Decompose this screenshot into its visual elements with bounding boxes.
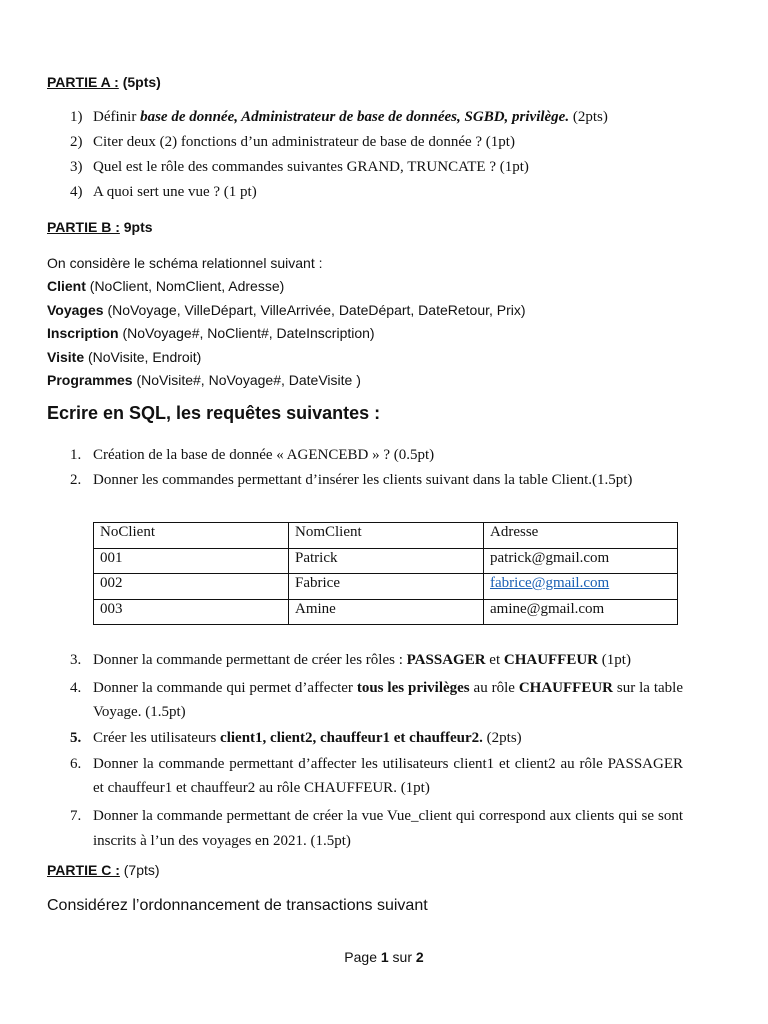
partie-c-text: Considérez l’ordonnancement de transactions suivant: [47, 897, 428, 914]
item-number: 6.: [70, 756, 82, 772]
list-item: [70, 132, 683, 157]
item-text: A quoi sert une vue ? (1 pt): [93, 184, 257, 200]
schema-table-name: Client: [47, 278, 86, 295]
table-cell: 001: [94, 548, 289, 574]
schema-attributes: (NoVisite#, NoVoyage#, DateVisite ): [136, 372, 361, 389]
relational-schema: [47, 252, 526, 392]
clients-table: [93, 522, 678, 625]
page-total: 2: [415, 949, 424, 965]
schema-table-name: Programmes: [47, 372, 133, 389]
item-text: Donner la commande permettant d’affecter les utilisateurs client1 et client2 au rôle PASSAGER et chauffeur1 et chauffeur2 au rôle CHAUFFEUR. (1pt): [93, 756, 683, 796]
table-cell: Fabrice: [289, 574, 484, 600]
list-item: [70, 728, 683, 748]
item-text: Donner les commandes permettant d’insérer les clients suivant dans la table Client.(1.5pt): [93, 472, 633, 488]
partie-b-label: PARTIE B :: [47, 219, 120, 235]
schema-table-name: Inscription: [47, 325, 119, 342]
item-number: 1.: [70, 447, 82, 463]
table-row: [94, 574, 678, 600]
schema-table-name: Visite: [47, 348, 85, 365]
schema-inscription: [47, 322, 526, 345]
item-text: Création de la base de donnée « AGENCEBD » ? (0.5pt): [93, 447, 435, 463]
sql-questions-3-7: [70, 650, 683, 854]
footer-text: sur: [388, 949, 416, 965]
partie-c-header: [47, 862, 160, 878]
item-points: (2pts): [569, 109, 608, 125]
partie-c-points: (7pts): [123, 862, 160, 878]
column-header: NomClient: [289, 523, 484, 549]
item-text: au rôle: [469, 680, 519, 696]
item-number: 3): [70, 159, 83, 175]
item-text: et: [485, 652, 504, 668]
partie-b-points: 9pts: [123, 219, 153, 235]
table-cell: patrick@gmail.com: [484, 548, 678, 574]
item-text: Donner la commande permettant de créer la vue Vue_client qui correspond aux clients qui se sont inscrits à l’un des voyages en 2021. (1.5pt): [93, 808, 683, 849]
item-points: (2pts): [482, 730, 522, 746]
item-number: 7.: [70, 808, 82, 824]
list-item: [70, 470, 683, 495]
list-item: [70, 182, 683, 207]
partie-a-questions: [70, 107, 683, 207]
list-item: [70, 107, 683, 132]
table-cell: [484, 574, 678, 600]
list-item: [70, 445, 683, 470]
column-header: NoClient: [94, 523, 289, 549]
item-number: 4.: [70, 680, 82, 696]
item-text: Créer les utilisateurs: [93, 730, 221, 746]
role-chauffeur: CHAUFFEUR: [503, 652, 599, 668]
footer-text: Page: [344, 949, 381, 965]
partie-b-header: [47, 219, 153, 235]
table-row: [94, 599, 678, 625]
schema-attributes: (NoVoyage#, NoClient#, DateInscription): [122, 325, 375, 342]
item-number: 3.: [70, 652, 82, 668]
column-header: Adresse: [484, 523, 678, 549]
table-row: [94, 548, 678, 574]
table-header-row: [94, 523, 678, 549]
schema-attributes: (NoVoyage, VilleDépart, VilleArrivée, DateDépart, DateRetour, Prix): [107, 301, 526, 318]
item-emphasis: tous les privilèges: [356, 680, 470, 696]
item-text: Quel est le rôle des commandes suivantes GRAND, TRUNCATE ? (1pt): [93, 159, 529, 175]
table-cell: Patrick: [289, 548, 484, 574]
list-item: [70, 157, 683, 182]
item-text: Citer deux (2) fonctions d’un administrateur de base de donnée ? (1pt): [93, 134, 515, 150]
item-text: sur la table Voyage. (1.5pt): [93, 680, 684, 720]
table-cell: 002: [94, 574, 289, 600]
partie-a-label: PARTIE A :: [47, 74, 119, 90]
sql-questions-1-2: [70, 445, 683, 495]
sql-heading: Ecrire en SQL, les requêtes suivantes :: [47, 403, 381, 423]
item-number: 2): [70, 134, 83, 150]
schema-attributes: (NoVisite, Endroit): [88, 348, 202, 365]
partie-a-header: [47, 74, 161, 90]
item-number: 2.: [70, 472, 82, 488]
item-number: 1): [70, 109, 83, 125]
partie-c-label: PARTIE C :: [47, 862, 120, 878]
list-item: [70, 650, 683, 670]
table-cell: amine@gmail.com: [484, 599, 678, 625]
table-cell: Amine: [289, 599, 484, 625]
role-passager: PASSAGER: [406, 652, 486, 668]
table-cell: 003: [94, 599, 289, 625]
page-footer: [0, 949, 768, 965]
schema-client: [47, 275, 526, 298]
schema-table-name: Voyages: [47, 301, 104, 318]
schema-voyages: [47, 299, 526, 322]
item-number: 4): [70, 184, 83, 200]
schema-intro: On considère le schéma relationnel suivant :: [47, 255, 323, 271]
list-item: [70, 752, 683, 800]
item-text: Donner la commande permettant de créer les rôles :: [93, 652, 407, 668]
item-number: 5.: [70, 730, 82, 746]
page-number: 1: [380, 949, 389, 965]
item-text: Donner la commande qui permet d’affecter: [93, 680, 357, 696]
role-chauffeur: CHAUFFEUR: [518, 680, 613, 696]
item-text: Définir: [93, 109, 141, 125]
partie-a-points: (5pts): [122, 74, 161, 90]
list-item: [70, 676, 683, 724]
list-item: [70, 804, 683, 854]
item-emphasis: base de donnée, Administrateur de base de données, SGBD, privilège.: [140, 109, 570, 125]
schema-programmes: [47, 369, 526, 392]
item-points: (1pt): [598, 652, 631, 668]
item-emphasis: client1, client2, chauffeur1 et chauffeur2.: [220, 730, 483, 746]
schema-visite: [47, 346, 526, 369]
schema-attributes: (NoClient, NomClient, Adresse): [89, 278, 285, 295]
email-link[interactable]: fabrice@gmail.com: [490, 575, 610, 591]
